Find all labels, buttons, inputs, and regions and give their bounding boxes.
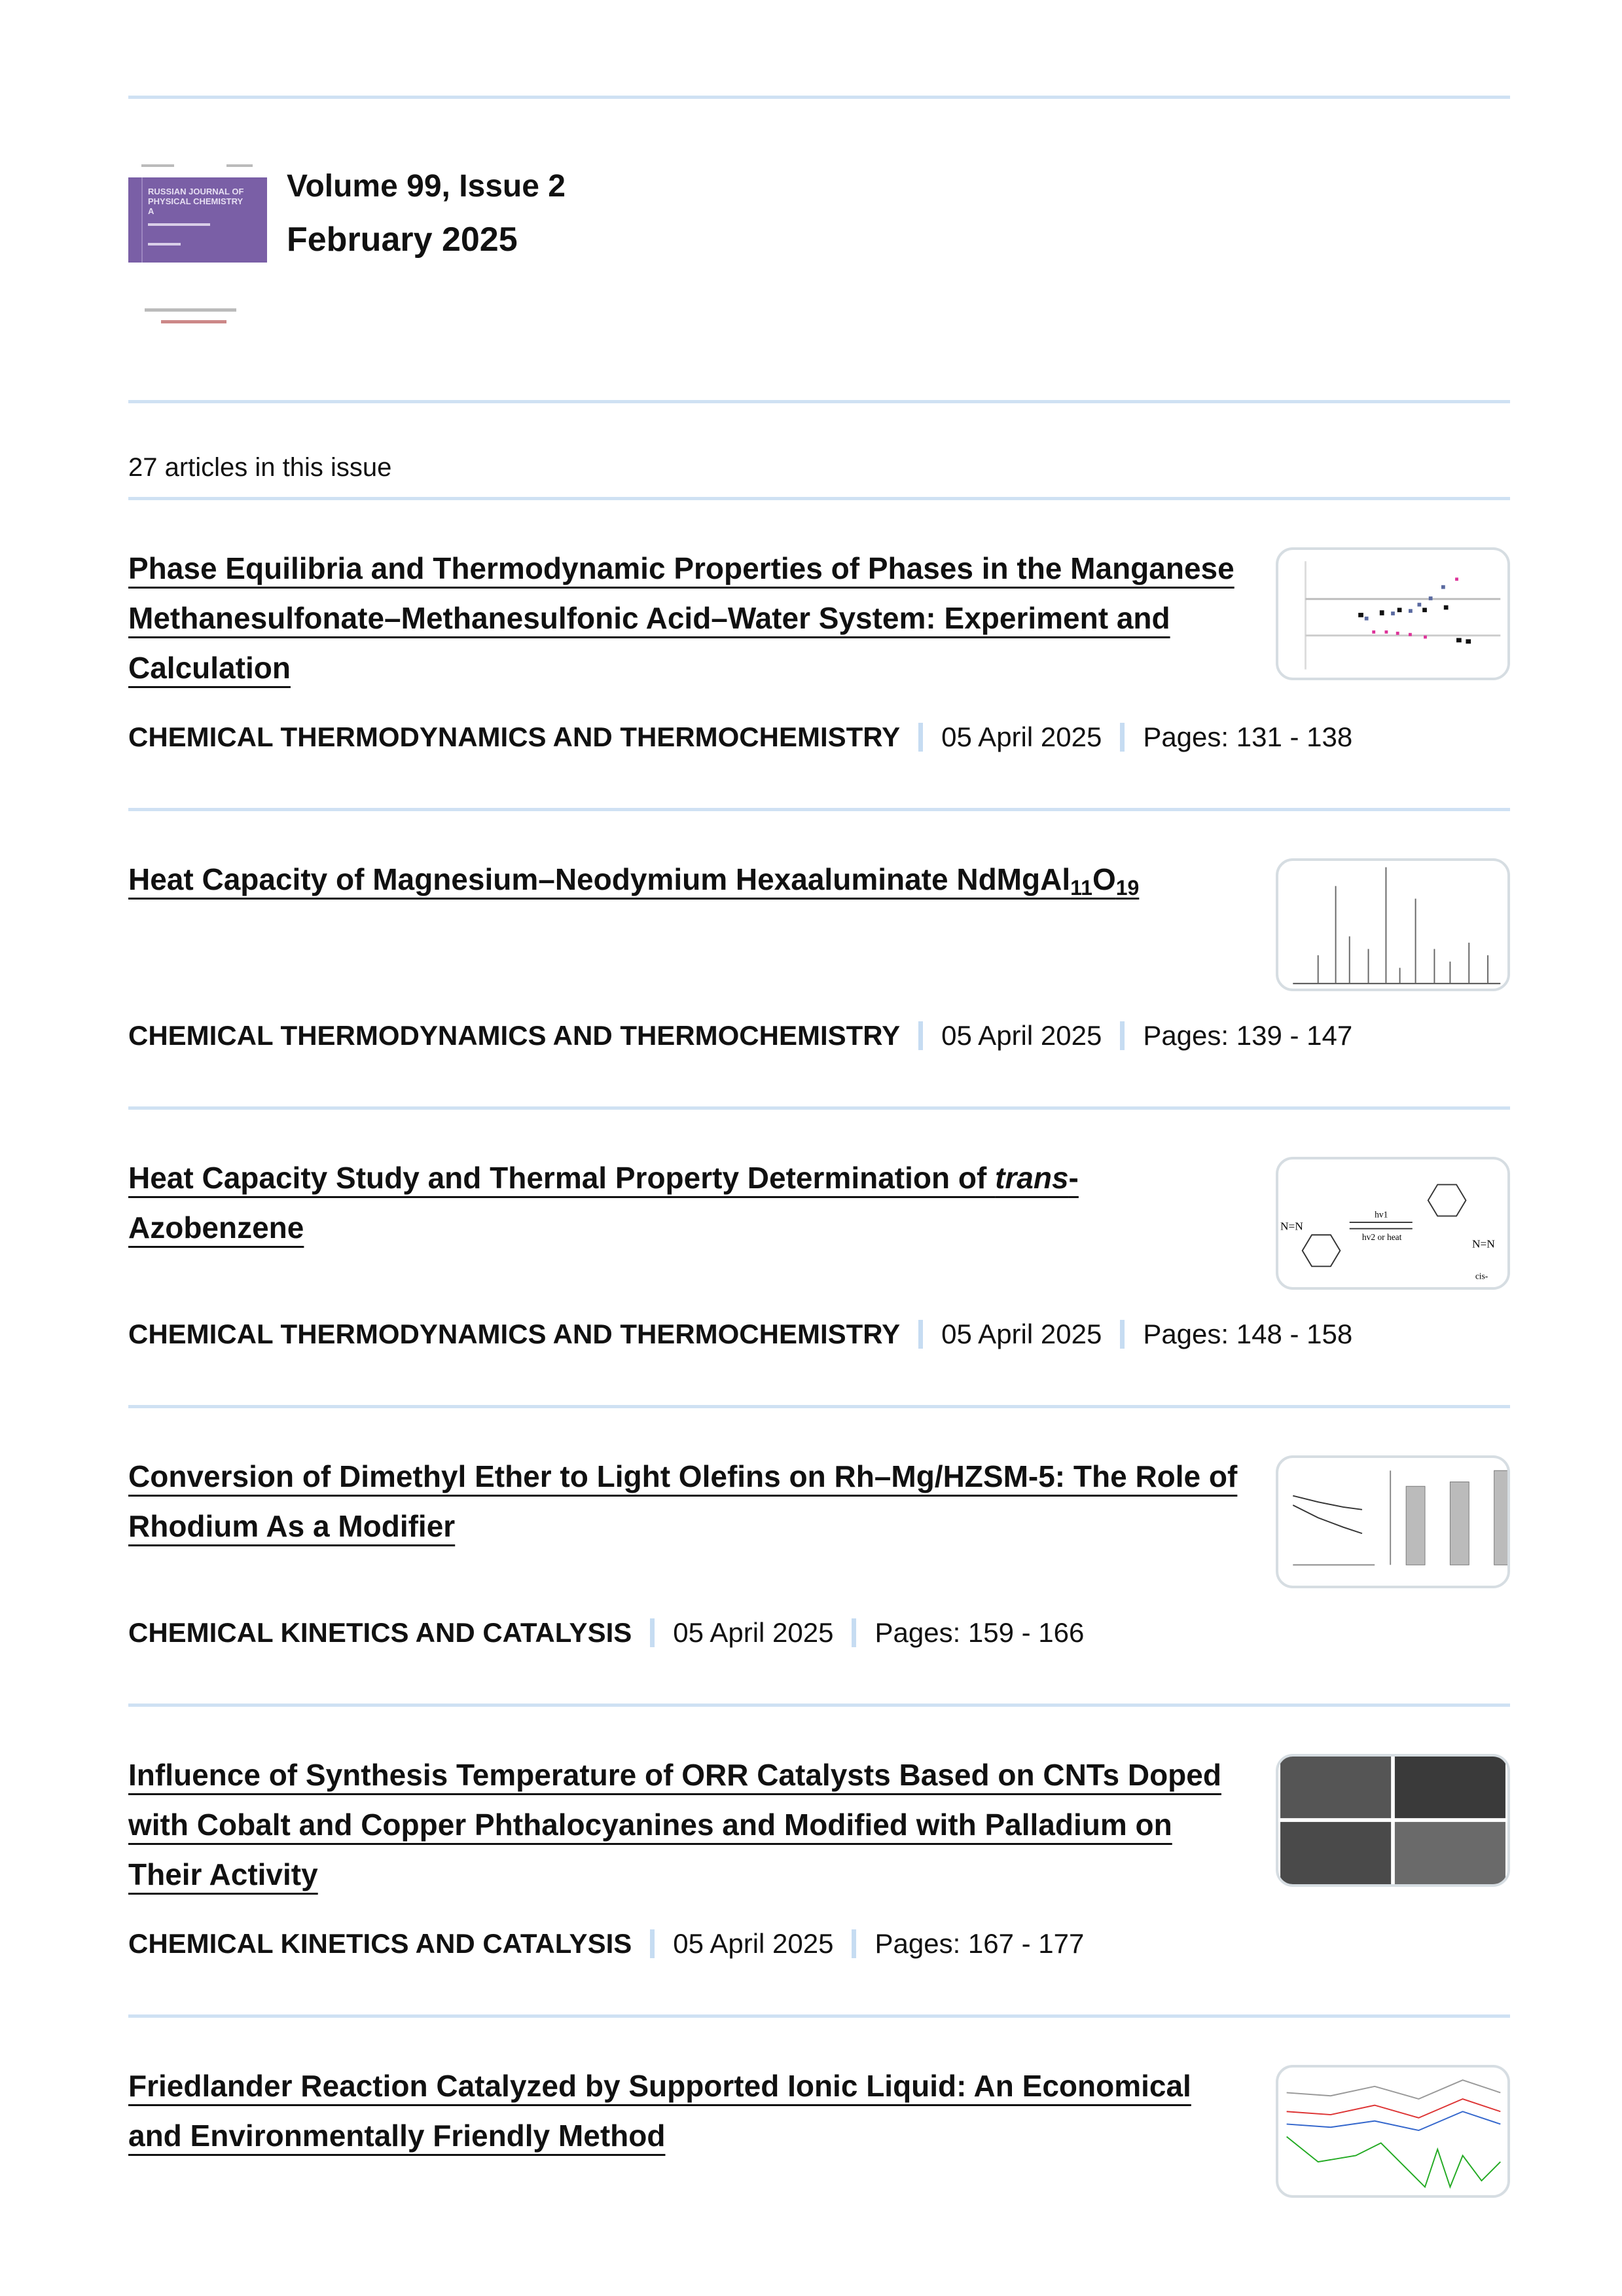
article-pages: Pages: 167 - 177 [874, 1928, 1085, 1959]
cover-title-line [148, 223, 210, 226]
cover-text-line [226, 164, 253, 167]
article-subject[interactable]: CHEMICAL KINETICS AND CATALYSIS [128, 1617, 632, 1648]
issue-date: February 2025 [287, 221, 518, 259]
cover-text-line [141, 164, 174, 167]
scheme-label: N=N [1280, 1220, 1303, 1233]
article-meta [128, 1020, 1510, 1051]
separator [1120, 1320, 1125, 1349]
article-pages: Pages: 159 - 166 [874, 1617, 1085, 1648]
separator [918, 723, 923, 752]
article-pages: Pages: 131 - 138 [1143, 721, 1353, 752]
article-pages: Pages: 139 - 147 [1143, 1020, 1353, 1051]
issue-page [128, 96, 1510, 2253]
publisher-logo [145, 308, 236, 312]
article-title-link[interactable]: Conversion of Dimethyl Ether to Light Olefins on Rh–Mg/HZSM-5: The Role of Rhodium As a Modifier [128, 1459, 1238, 1543]
article-count: 27 articles in this issue [128, 403, 1510, 500]
title-text: -Azobenzene [128, 1161, 1079, 1245]
article-thumbnail[interactable] [1276, 858, 1510, 991]
springer-logo [161, 320, 226, 323]
article-item [128, 1408, 1510, 1707]
issue-header [128, 99, 1510, 400]
title-text: O [1092, 862, 1116, 896]
separator [1120, 1021, 1125, 1050]
article-date: 05 April 2025 [941, 1020, 1102, 1051]
article-title-link[interactable]: Phase Equilibria and Thermodynamic Properties of Phases in the Manganese Methanesulfonate–Methanesulfonic Acid–Water System: Experiment and Calculation [128, 551, 1235, 685]
cover-strip [141, 177, 143, 263]
subscript: 11 [1070, 876, 1092, 900]
bar-and-line-chart-thumbnail [1278, 1458, 1507, 1586]
article-meta [128, 721, 1510, 753]
subscript: 19 [1115, 876, 1140, 900]
cover-journal-title: RUSSIAN JOURNAL OF PHYSICAL CHEMISTRY A [148, 187, 244, 216]
title-text: Heat Capacity Study and Thermal Property Determination of [128, 1161, 996, 1195]
scheme-label: hv2 or heat [1361, 1231, 1402, 1242]
article-date: 05 April 2025 [673, 1928, 834, 1959]
cover-title-line [148, 243, 181, 246]
article-thumbnail[interactable] [1276, 1157, 1510, 1290]
article-title-link[interactable]: Influence of Synthesis Temperature of ORR Catalysts Based on CNTs Doped with Cobalt and Copper Phthalocyanines and Modified with Palladium on Their Activity [128, 1758, 1221, 1891]
article-thumbnail[interactable] [1276, 2065, 1510, 2198]
separator [852, 1929, 856, 1958]
cover-band [128, 177, 267, 263]
issue-volume: Volume 99, Issue 2 [287, 169, 566, 204]
article-title-link[interactable] [128, 1161, 1079, 1245]
article-date: 05 April 2025 [673, 1617, 834, 1648]
scheme-label: cis- [1475, 1271, 1488, 1281]
article-title-link[interactable]: Friedlander Reaction Catalyzed by Supported Ionic Liquid: An Economical and Environmentally Friendly Method [128, 2069, 1191, 2153]
scheme-label: hv1 [1375, 1209, 1388, 1220]
separator [852, 1618, 856, 1647]
scheme-label: N=N [1472, 1237, 1495, 1250]
separator [918, 1021, 923, 1050]
separator [650, 1929, 655, 1958]
separator [1120, 723, 1125, 752]
article-pages: Pages: 148 - 158 [1143, 1319, 1353, 1349]
article-item [128, 811, 1510, 1110]
article-subject[interactable]: CHEMICAL THERMODYNAMICS AND THERMOCHEMISTRY [128, 1020, 901, 1051]
spectra-chart-thumbnail [1278, 2068, 1507, 2195]
article-item [128, 1110, 1510, 1408]
article-date: 05 April 2025 [941, 721, 1102, 752]
azobenzene-scheme-thumbnail [1278, 1159, 1507, 1287]
title-text: Heat Capacity of Magnesium–Neodymium Hexaaluminate NdMgAl [128, 862, 1071, 896]
separator [918, 1320, 923, 1349]
diffraction-pattern-thumbnail [1278, 861, 1507, 989]
article-meta [128, 1617, 1510, 1649]
journal-cover-image[interactable] [128, 158, 267, 328]
separator [650, 1618, 655, 1647]
article-thumbnail[interactable] [1276, 1754, 1510, 1887]
article-item [128, 1707, 1510, 2018]
article-thumbnail[interactable] [1276, 547, 1510, 680]
article-thumbnail[interactable] [1276, 1455, 1510, 1588]
scatter-plot-thumbnail [1278, 550, 1507, 678]
article-date: 05 April 2025 [941, 1319, 1102, 1349]
article-item [128, 2018, 1510, 2253]
article-subject[interactable]: CHEMICAL KINETICS AND CATALYSIS [128, 1928, 632, 1959]
article-meta [128, 1319, 1510, 1350]
article-subject[interactable]: CHEMICAL THERMODYNAMICS AND THERMOCHEMISTRY [128, 721, 901, 752]
article-meta [128, 1928, 1510, 1959]
article-item [128, 500, 1510, 811]
title-italic: trans [995, 1161, 1069, 1195]
microscopy-images-thumbnail [1278, 1757, 1507, 1884]
article-subject[interactable]: CHEMICAL THERMODYNAMICS AND THERMOCHEMISTRY [128, 1319, 901, 1349]
article-title-link[interactable] [128, 862, 1140, 900]
